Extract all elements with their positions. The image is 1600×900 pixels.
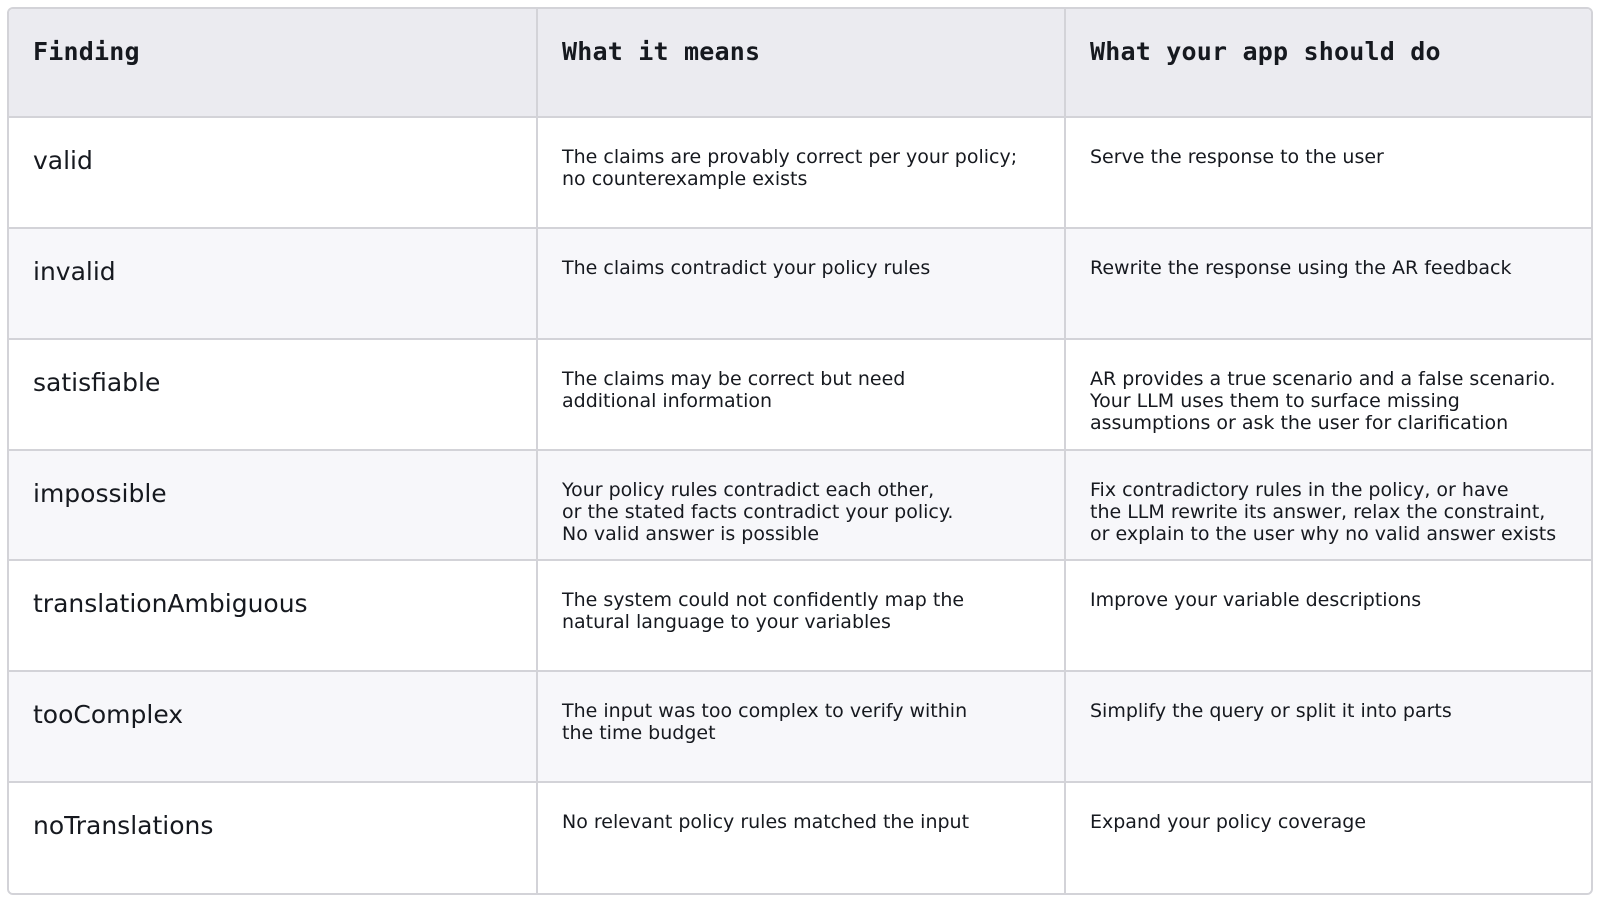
- findings-table: [9, 9, 1591, 893]
- action-cell: [1065, 228, 1591, 339]
- header-what-your-app-should-do: What your app should do: [1065, 9, 1591, 117]
- header-row: [9, 9, 1591, 117]
- action-line: the LLM rewrite its answer, relax the constraint,: [1090, 500, 1546, 523]
- finding-cell: translationAmbiguous: [9, 560, 537, 671]
- meaning-line: The system could not confidently map the: [562, 589, 965, 612]
- finding-cell: invalid: [9, 228, 537, 339]
- action-cell: [1065, 671, 1591, 782]
- action-cell: [1065, 339, 1591, 450]
- meaning-line: No valid answer is possible: [562, 522, 820, 545]
- action-cell: [1065, 450, 1591, 561]
- meaning-line: No relevant policy rules matched the input: [562, 811, 970, 834]
- meaning-line: The claims may be correct but need: [562, 367, 906, 390]
- table-row: [9, 228, 1591, 339]
- action-cell: [1065, 117, 1591, 228]
- table-row: [9, 339, 1591, 450]
- findings-table-container: [7, 7, 1593, 895]
- action-cell: [1065, 782, 1591, 893]
- action-line: Your LLM uses them to surface missing: [1090, 389, 1460, 412]
- meaning-cell: [537, 228, 1065, 339]
- meaning-line: the time budget: [562, 722, 716, 745]
- action-line: assumptions or ask the user for clarification: [1090, 411, 1509, 434]
- finding-cell: tooComplex: [9, 671, 537, 782]
- table-row: [9, 117, 1591, 228]
- table-row: [9, 671, 1591, 782]
- table-row: [9, 560, 1591, 671]
- finding-cell: satisfiable: [9, 339, 537, 450]
- meaning-line: Your policy rules contradict each other,: [562, 478, 935, 501]
- action-line: Expand your policy coverage: [1090, 811, 1367, 834]
- action-line: Rewrite the response using the AR feedback: [1090, 256, 1512, 279]
- meaning-line: additional information: [562, 389, 773, 412]
- action-line: Serve the response to the user: [1090, 146, 1384, 168]
- meaning-line: The claims contradict your policy rules: [562, 256, 931, 279]
- finding-cell: noTranslations: [9, 782, 537, 893]
- meaning-cell: [537, 782, 1065, 893]
- meaning-cell: [537, 339, 1065, 450]
- meaning-cell: [537, 671, 1065, 782]
- meaning-line: natural language to your variables: [562, 611, 891, 634]
- meaning-line: no counterexample exists: [562, 168, 808, 190]
- action-cell: [1065, 560, 1591, 671]
- header-finding: Finding: [9, 9, 537, 117]
- meaning-cell: [537, 560, 1065, 671]
- action-line: or explain to the user why no valid answer exists: [1090, 522, 1557, 545]
- action-line: AR provides a true scenario and a false scenario.: [1090, 367, 1556, 390]
- meaning-cell: [537, 450, 1065, 561]
- table-row: [9, 782, 1591, 893]
- finding-cell: valid: [9, 117, 537, 228]
- finding-cell: impossible: [9, 450, 537, 561]
- action-line: Fix contradictory rules in the policy, or have: [1090, 478, 1509, 501]
- meaning-cell: [537, 117, 1065, 228]
- meaning-line: The claims are provably correct per your policy;: [562, 146, 1018, 168]
- header-what-it-means: What it means: [537, 9, 1065, 117]
- meaning-line: or the stated facts contradict your policy.: [562, 500, 954, 523]
- meaning-line: The input was too complex to verify within: [562, 700, 968, 723]
- table-row: [9, 450, 1591, 561]
- action-line: Improve your variable descriptions: [1090, 589, 1422, 612]
- action-line: Simplify the query or split it into parts: [1090, 700, 1452, 723]
